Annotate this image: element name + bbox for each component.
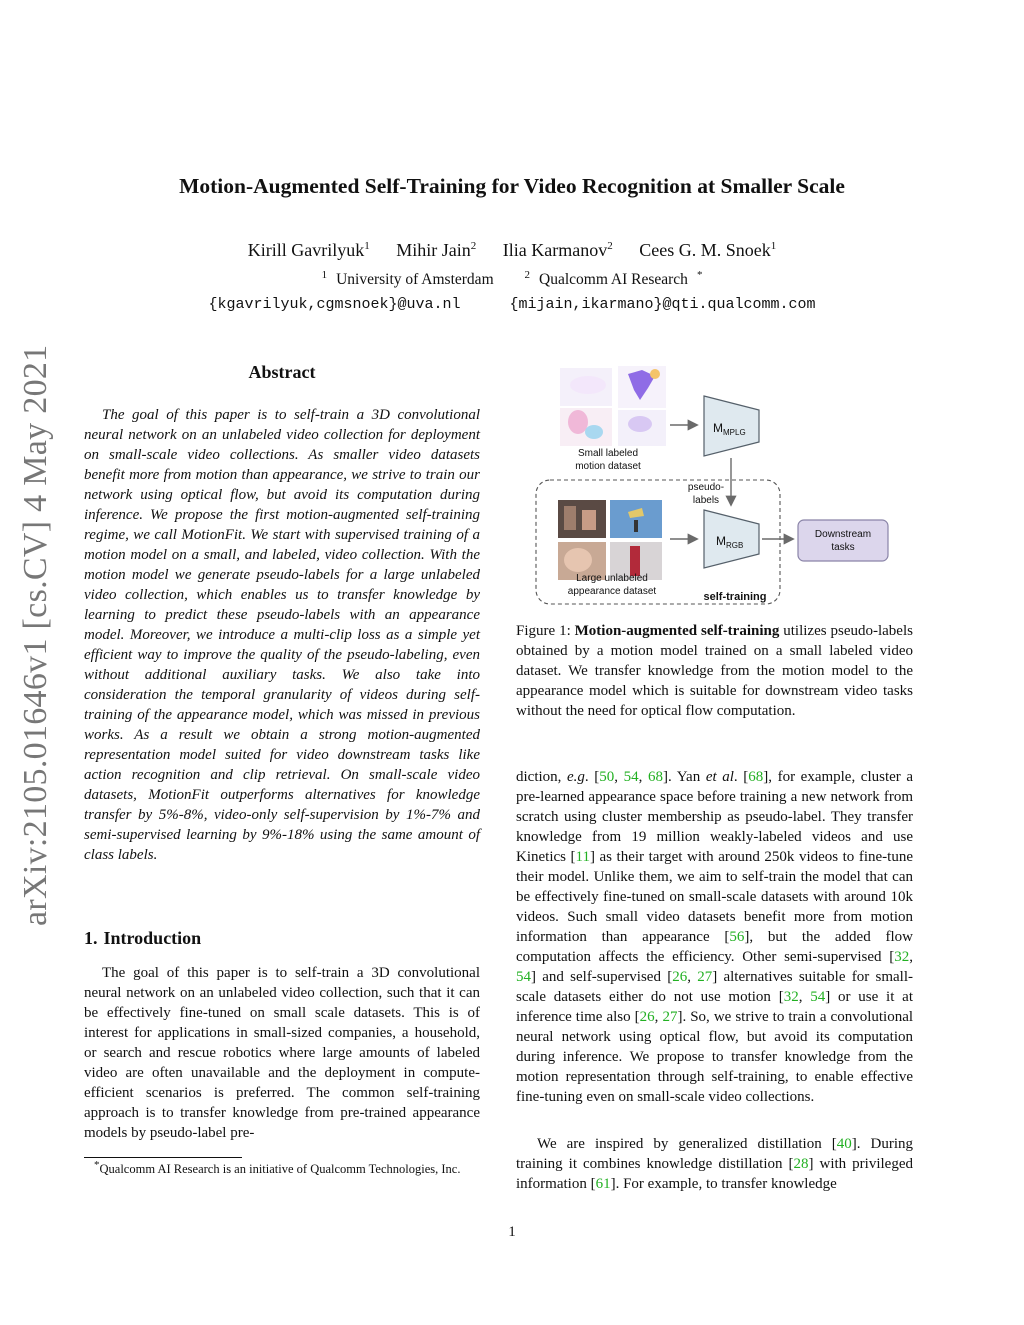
citation-link[interactable]: 56 <box>729 929 745 945</box>
author: Cees G. M. Snoek$^1$ <box>639 240 777 260</box>
affiliations <box>0 268 1024 289</box>
citation-link[interactable]: 68 <box>647 769 663 785</box>
appearance-thumbnails <box>558 500 662 580</box>
citation-link[interactable]: 27 <box>697 969 713 985</box>
rgb-model-shape <box>704 510 759 568</box>
pseudo-labels-label: labels <box>692 495 720 506</box>
caption-bold: Motion-augmented self-training <box>574 623 780 639</box>
citation-link[interactable]: 54 <box>623 769 639 785</box>
citation-link[interactable]: 32 <box>894 949 910 965</box>
downstream-tasks-label: Downstream <box>814 529 872 540</box>
email[interactable]: {mijain,ikarmano}@qti.qualcomm.com <box>509 296 816 313</box>
section-title: Introduction <box>103 928 202 948</box>
rgb-model-label: $M_{RGB}$ <box>716 534 744 550</box>
author: Mihir Jain$^2$ <box>396 240 477 260</box>
pseudo-labels-label: pseudo- <box>687 482 725 493</box>
downstream-tasks-box <box>798 520 888 561</box>
citation-link[interactable]: 28 <box>793 1156 809 1172</box>
author: Kirill Gavrilyuk$^1$ <box>247 240 370 260</box>
motion-thumbnails <box>560 366 666 446</box>
email[interactable]: {kgavrilyuk,cgmsnoek}@uva.nl <box>208 296 461 313</box>
affiliation: $^2$ Qualcomm AI Research * <box>524 268 703 288</box>
page-number: 1 <box>508 1224 516 1240</box>
email-list <box>0 296 1024 313</box>
citation-link[interactable]: 11 <box>575 849 590 865</box>
footnote-rule <box>84 1157 242 1158</box>
body-paragraph: We are inspired by generalized distillation [40]. During training it combines knowledge distillation [28] with privileged information [61]. For example, to transfer knowledge <box>516 1136 913 1192</box>
citation-link[interactable]: 26 <box>639 1009 655 1025</box>
citation-link[interactable]: 54 <box>516 969 531 985</box>
section-heading <box>84 928 207 949</box>
paper-title: Motion-Augmented Self-Training for Video Recognition at Smaller Scale <box>179 174 845 198</box>
self-training-label: self-training <box>703 591 767 603</box>
footnote-mark: * <box>94 1158 100 1171</box>
large-dataset-label: Large unlabeled <box>576 573 648 584</box>
author: Ilia Karmanov$^2$ <box>502 240 613 260</box>
caption-text: utilizes pseudo-labels obtained by a motion model trained on a small labeled video dataset. We transfer knowledge from the motion model to the appearance model which is suitable for downstream video tasks without the need for optical flow computation. <box>516 623 913 719</box>
intro-paragraph: The goal of this paper is to self-train a 3D convolutional neural network on an unlabeled video collection, such that it can be effectively fine-tuned on small scale datasets. This is of interest for applications in small-sized companies, a household, or search and rescue robotics where large amounts of labeled video are often unavailable and the deployment in compute-efficient scenarios is preferred. The common self-training approach is to transfer knowledge from pre-trained appearance models by pseudo-label pre- <box>84 965 480 1141</box>
citation-link[interactable]: 27 <box>662 1009 678 1025</box>
author-list <box>0 240 1024 261</box>
arxiv-identifier[interactable]: arXiv:2105.01646v1 [cs.CV] 4 May 2021 <box>17 344 54 926</box>
large-dataset-label: appearance dataset <box>567 586 657 597</box>
footnote: *Qualcomm AI Research is an initiative of Qualcomm Technologies, Inc. <box>94 1158 461 1176</box>
abstract-text: The goal of this paper is to self-train a 3D convolutional neural network on an unlabeled video collection for deployment on small-scale video collections. As smaller video datasets benefit more from motion than appearance, we strive to train our network using optical flow, but avoid its computation during inference. We propose the first motion-augmented self-training regime, we call MotionFit. We start with supervised training of a motion model on a small, and labeled, video collection. With the motion model we generate pseudo-labels for a large unlabeled video collection, which enables us to transfer knowledge by learning to predict these pseudo-labels with an appearance model. Moreover, we introduce a multi-clip loss as a simple yet efficient way to improve the quality of the pseudo-labeling, even without additional auxiliary tasks. We also take into consideration the temporal granularity of videos during self-training of the appearance model, which was missed in previous works. As a result we obtain a strong motion-augmented representation model suited for video downstream tasks like action recognition and clip retrieval. On small-scale video datasets, MotionFit outperforms alternatives for knowledge transfer by 5%-8%, video-only self-supervision by 1%-7% and semi-supervised learning by 9%-18% using the same amount of class labels. <box>84 407 480 863</box>
figure-1 <box>530 360 925 610</box>
citation-link[interactable]: 54 <box>810 989 826 1005</box>
citation-link[interactable]: 26 <box>672 969 688 985</box>
mplg-model-label: $M_{MPLG}$ <box>713 421 746 437</box>
citation-link[interactable]: 32 <box>783 989 799 1005</box>
citation-link[interactable]: 40 <box>836 1136 852 1152</box>
body-paragraph: diction, e.g. [50, 54, 68]. Yan et al. [68], for example, cluster a pre-learned appearance space before training a new network from scratch using cluster membership as pseudo-label. They transfer knowledge from 19 million weakly-labeled videos and use Kinetics [11] as their target with around 250k videos to fine-tune their model. Unlike them, we aim to self-train the model that can be effectively fine-tuned on small-scale datasets with around 10k videos. Such small video datasets benefit more from motion information than appearance [56], but the added flow computation affects the efficiency. Other semi-supervised [32, 54] and self-supervised [26, 27] alternatives suitable for small-scale datasets either do not use motion [32, 54] or use it at inference time also [26, 27]. So, we strive to train a convolutional neural network using optical flow, but avoid its computation during inference. We propose to transfer knowledge from the motion representation through self-training, to enable effective fine-tuning even on small-scale video collections. <box>516 769 914 1105</box>
figure-caption <box>516 621 913 721</box>
affiliation: $^1$ University of Amsterdam <box>321 268 494 288</box>
downstream-tasks-label: tasks <box>831 542 855 553</box>
small-dataset-label: motion dataset <box>575 461 641 472</box>
citation-link[interactable]: 61 <box>595 1176 611 1192</box>
abstract-heading: Abstract <box>248 362 316 382</box>
section-number: 1. <box>84 928 98 948</box>
citation-link[interactable]: 50 <box>599 769 615 785</box>
caption-prefix: Figure 1: <box>516 623 571 639</box>
small-dataset-label: Small labeled <box>577 448 639 459</box>
citation-link[interactable]: 68 <box>748 769 764 785</box>
